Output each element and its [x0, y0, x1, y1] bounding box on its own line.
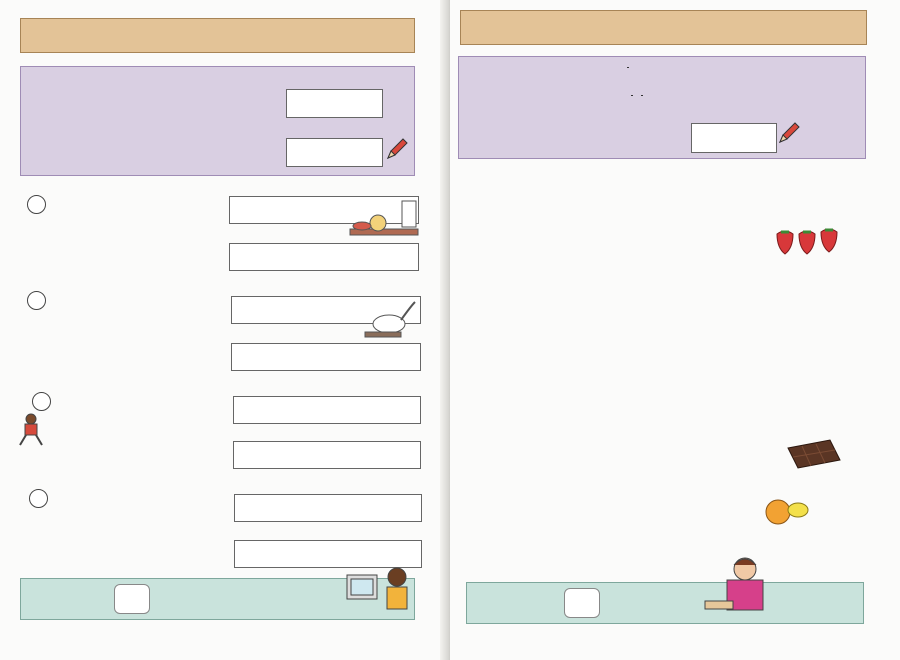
answer-box-ab-q4[interactable] — [234, 494, 422, 522]
cartoon-computer-icon — [343, 565, 415, 621]
cartoon-sleeping-boy-icon — [348, 199, 420, 241]
chocolate-bar-icon — [784, 438, 844, 472]
citrus-fruit-icon — [762, 496, 810, 530]
left-page — [0, 0, 446, 660]
question-number — [29, 489, 48, 508]
example-box-right — [458, 56, 866, 159]
score-input-left[interactable] — [114, 584, 150, 614]
strawberries-icon — [773, 226, 845, 258]
pencil-icon — [777, 121, 801, 145]
answer-box-ac-q2[interactable] — [231, 343, 421, 371]
grid-q4 — [57, 480, 217, 565]
example-answer-ac — [286, 138, 383, 167]
right-page — [450, 0, 900, 660]
answer-box-ac-q1[interactable] — [229, 243, 419, 271]
example-line-2 — [627, 94, 647, 97]
cartoon-goose-icon — [355, 300, 421, 342]
question-number — [27, 291, 46, 310]
pencil-icon — [385, 137, 409, 161]
example-box-left — [20, 66, 415, 176]
answer-box-ac-q3[interactable] — [233, 441, 421, 469]
page-title-right — [460, 10, 867, 45]
fraction — [631, 94, 633, 97]
score-input-right[interactable] — [564, 588, 600, 618]
cartoon-woman-eating-icon — [703, 553, 793, 623]
fraction — [627, 66, 629, 69]
grid-q3 — [57, 384, 217, 469]
score-bar-right — [466, 582, 864, 624]
example-grid — [131, 81, 281, 175]
score-bar-left — [20, 578, 415, 620]
answer-box-ab-q3[interactable] — [233, 396, 421, 424]
grid-q2 — [57, 286, 217, 371]
question-number — [32, 392, 51, 411]
example-answer — [691, 123, 777, 153]
example-answer-ab — [286, 89, 383, 118]
answer-box-ac-q4[interactable] — [234, 540, 422, 568]
grid-q1 — [57, 186, 217, 271]
example-line-1 — [623, 66, 633, 69]
cartoon-running-boy-icon — [14, 412, 48, 448]
fraction — [641, 94, 643, 97]
page-title-left — [20, 18, 415, 53]
question-number — [27, 195, 46, 214]
